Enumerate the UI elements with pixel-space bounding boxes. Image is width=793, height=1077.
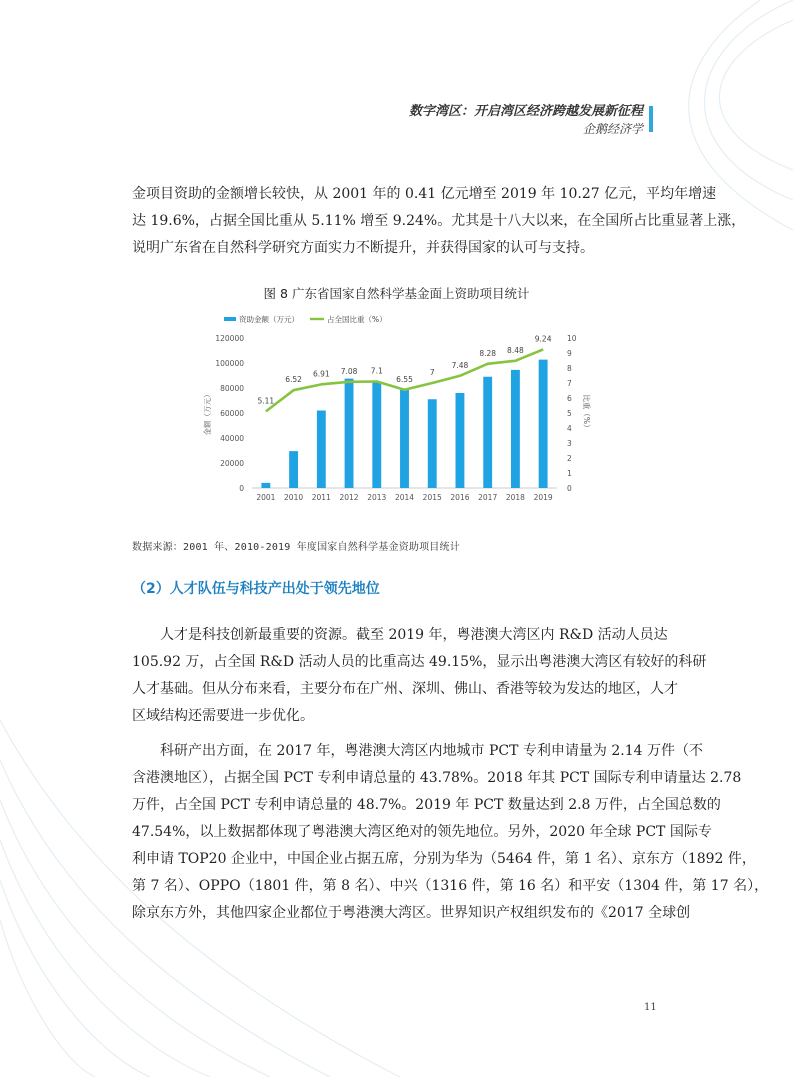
header-subtitle: 企鹅经济学	[582, 122, 643, 136]
text-line: 47.54%，以上数据都体现了粤港澳大湾区绝对的领先地位。另外，2020 年全球 PCT 国际专	[132, 824, 712, 840]
figure-title: 图 8 广东省国家自然科学基金面上资助项目统计	[263, 286, 530, 301]
y-left-tick-label: 80000	[220, 384, 244, 393]
bar	[372, 382, 381, 488]
section-heading: （2）人才队伍与科技产出处于领先地位	[132, 581, 380, 597]
data-label: 7	[429, 368, 435, 377]
text-line: 人才基础。但从分布来看，主要分布在广州、深圳、佛山、香港等较为发达的地区，人才	[132, 681, 678, 697]
legend-bar-swatch	[224, 317, 236, 321]
y-left-tick-label: 0	[239, 484, 244, 493]
bar	[289, 451, 298, 488]
x-tick-label: 2015	[422, 493, 442, 502]
x-tick-label: 2011	[311, 493, 331, 502]
x-tick-label: 2010	[284, 493, 304, 502]
data-label: 7.08	[340, 366, 358, 376]
data-label: 7.1	[370, 366, 383, 376]
paragraph-output	[132, 738, 769, 927]
bar	[317, 411, 326, 489]
x-tick-label: 2001	[256, 493, 276, 502]
text-line: 说明广东省在自然科学研究方面实力不断提升，并获得国家的认可与支持。	[132, 240, 594, 256]
y-right-tick-label: 0	[567, 484, 572, 493]
y-left-tick-label: 20000	[220, 459, 244, 468]
data-label: 6.52	[285, 375, 302, 385]
funding-chart	[192, 308, 592, 508]
y-left-tick-label: 100000	[215, 359, 244, 368]
y-right-axis-label: 比重（%）	[582, 394, 591, 432]
y-right-tick-label: 1	[567, 469, 572, 478]
x-tick-label: 2013	[367, 493, 387, 502]
y-left-tick-label: 60000	[220, 409, 244, 418]
y-right-tick-label: 2	[567, 454, 572, 463]
data-label: 8.28	[479, 348, 497, 358]
y-left-tick-label: 40000	[220, 434, 244, 443]
y-right-tick-label: 3	[567, 439, 572, 448]
y-right-tick-label: 7	[567, 379, 572, 388]
text-line: 利申请 TOP20 企业中，中国企业占据五席，分别为华为（5464 件，第 1 名）、京东方（1892 件，	[132, 851, 756, 867]
page-number: 11	[644, 1002, 657, 1013]
data-label: 5.11	[257, 396, 275, 406]
header-title: 数字湾区：开启湾区经济跨越发展新征程	[408, 104, 643, 119]
bar	[456, 393, 465, 488]
running-header	[409, 104, 643, 137]
data-label: 6.91	[312, 369, 330, 379]
bar	[539, 360, 548, 488]
y-right-tick-label: 9	[567, 349, 572, 358]
x-tick-label: 2018	[505, 493, 525, 502]
bar	[345, 379, 354, 488]
bar	[511, 370, 520, 488]
text-line: 万件，占全国 PCT 专利申请总量的 48.7%。2019 年 PCT 数量达到 2.8 万件，占全国总数的	[132, 797, 721, 813]
text-line: 人才是科技创新最重要的资源。截至 2019 年，粤港澳大湾区内 R&D 活动人员达	[132, 627, 668, 643]
bar	[400, 390, 409, 488]
bar	[483, 377, 492, 488]
data-label: 9.24	[534, 334, 552, 344]
paragraph-top	[132, 181, 746, 262]
text-line: 达 19.6%，占据全国比重从 5.11% 增至 9.24%。尤其是十八大以来，在全国所占比重显著上涨，	[132, 213, 746, 229]
x-tick-label: 2019	[533, 493, 553, 502]
text-line: 第 7 名）、OPPO（1801 件，第 8 名）、中兴（1316 件，第 16 名）和平安（1304 件，第 17 名），	[132, 878, 769, 894]
x-tick-label: 2017	[478, 493, 498, 502]
y-right-tick-label: 10	[567, 334, 577, 343]
data-label: 8.48	[507, 345, 524, 355]
legend-bar-label: 资助金额（万元）	[239, 315, 299, 324]
data-label: 6.55	[396, 374, 413, 384]
data-label: 7.48	[451, 360, 469, 370]
header-accent-bar	[649, 106, 653, 132]
bar	[261, 483, 270, 488]
y-right-tick-label: 4	[567, 424, 572, 433]
x-tick-label: 2014	[394, 493, 415, 502]
y-left-tick-label: 120000	[215, 334, 244, 343]
y-right-tick-label: 5	[567, 409, 572, 418]
x-tick-label: 2016	[450, 493, 470, 502]
text-line: 科研产出方面，在 2017 年，粤港澳大湾区内地城市 PCT 专利申请量为 2.14 万件（不	[132, 743, 703, 759]
text-line: 105.92 万，占全国 R&D 活动人员的比重高达 49.15%，显示出粤港澳大湾区有较好的科研	[132, 654, 707, 670]
bar	[428, 399, 437, 488]
text-line: 除京东方外，其他四家企业都位于粤港澳大湾区。世界知识产权组织发布的《2017 全球创	[132, 905, 691, 921]
figure-source: 数据来源：2001 年、2010-2019 年度国家自然科学基金资助项目统计	[132, 542, 460, 553]
x-tick-label: 2012	[339, 493, 359, 502]
text-line: 区域结构还需要进一步优化。	[132, 708, 314, 724]
text-line: 金项目资助的金额增长较快，从 2001 年的 0.41 亿元增至 2019 年 10.27 亿元，平均年增速	[132, 186, 717, 202]
paragraph-talent	[132, 622, 707, 730]
y-right-tick-label: 6	[567, 394, 572, 403]
y-left-axis-label: 金额（万元）	[203, 390, 212, 436]
text-line: 含港澳地区），占据全国 PCT 专利申请总量的 43.78%。2018 年其 PCT 国际专利申请量达 2.78	[132, 770, 742, 786]
y-right-tick-label: 8	[567, 364, 572, 373]
legend-line-label: 占全国比重（%）	[327, 315, 387, 324]
